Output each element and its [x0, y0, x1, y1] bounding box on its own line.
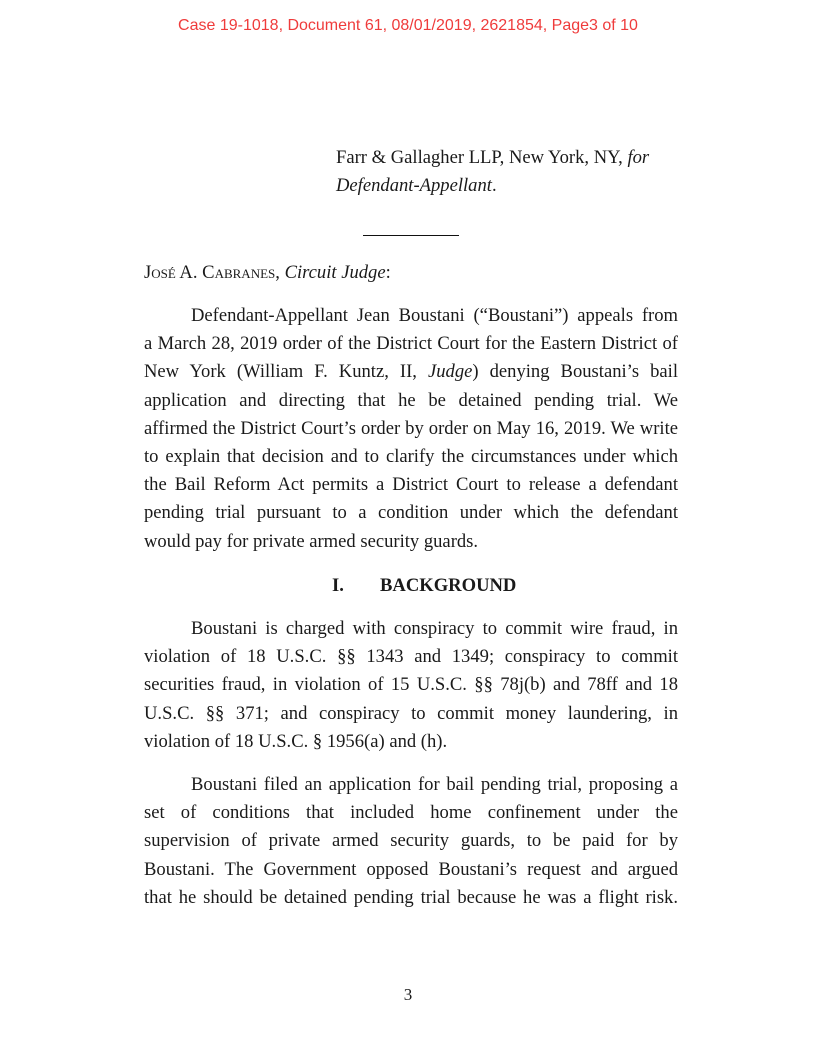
text-line: Boustani is charged with conspiracy to commit wire fraud, in — [191, 618, 678, 639]
author-last-name: abranes — [214, 262, 276, 283]
text-line: U.S.C. §§ 371; and conspiracy to commit money laundering, in — [144, 702, 678, 724]
section-number: I. — [332, 575, 344, 596]
author-last-initial: C — [202, 262, 215, 283]
counsel-party: Defendant-Appellant — [336, 175, 492, 196]
counsel-period: . — [491, 175, 497, 196]
text-line — [144, 358, 678, 386]
text-line: set of conditions that included home confinement under the — [144, 802, 678, 824]
text-span: New York (William F. Kuntz, II, — [144, 361, 428, 383]
text-span: ) denying Boustani’s bail — [472, 361, 678, 383]
author-first-name: osé — [151, 262, 176, 283]
counsel-block — [336, 144, 649, 200]
counsel-firm: Farr & Gallagher LLP, New York, NY, — [336, 147, 628, 168]
text-line: securities fraud, in violation of 15 U.S.C. §§ 78j(b) and 78ff and 18 — [144, 674, 678, 696]
author-colon: : — [385, 262, 391, 283]
author-initial: J — [144, 262, 152, 283]
author-middle: A. — [175, 262, 203, 283]
judge-italic: Judge — [427, 361, 473, 383]
text-line: affirmed the District Court’s order by order on May 16, 2019. We write — [144, 417, 678, 439]
text-line: would pay for private armed security guards. — [144, 530, 479, 552]
author-comma: , — [275, 262, 285, 283]
text-line: to explain that decision and to clarify the circumstances under which — [144, 445, 678, 467]
text-line: violation of 18 U.S.C. § 1956(a) and (h). — [144, 730, 448, 752]
counsel-for: for — [627, 147, 650, 168]
counsel-line-1 — [336, 144, 649, 172]
case-header-stamp: Case 19-1018, Document 61, 08/01/2019, 2621854, Page3 of 10 — [178, 17, 638, 34]
text-line: the Bail Reform Act permits a District Court to release a defendant — [144, 474, 678, 496]
author-title: Circuit Judge — [284, 262, 386, 283]
text-line: application and directing that he be detained pending trial. We — [144, 389, 678, 411]
text-line: pending trial pursuant to a condition under which the defendant — [144, 502, 678, 524]
section-title: BACKGROUND — [380, 575, 517, 596]
text-line: Defendant-Appellant Jean Boustani (“Boustani”) appeals from — [191, 305, 678, 326]
text-line: Boustani filed an application for bail pending trial, proposing a — [191, 774, 678, 795]
text-line: supervision of private armed security guards, to be paid for by — [144, 830, 678, 852]
paragraph-1 — [144, 302, 678, 556]
section-divider — [363, 235, 459, 236]
author-line — [144, 260, 391, 286]
text-line: that he should be detained pending trial because he was a flight risk. — [144, 886, 678, 908]
counsel-line-2 — [336, 172, 649, 200]
paragraph-3 — [144, 771, 678, 912]
paragraph-2 — [144, 615, 678, 756]
text-line: a March 28, 2019 order of the District Court for the Eastern District of — [144, 333, 678, 355]
page-number: 3 — [403, 985, 413, 1004]
text-line: violation of 18 U.S.C. §§ 1343 and 1349; conspiracy to commit — [144, 646, 678, 668]
text-line: Boustani. The Government opposed Boustani’s request and argued — [144, 858, 678, 880]
